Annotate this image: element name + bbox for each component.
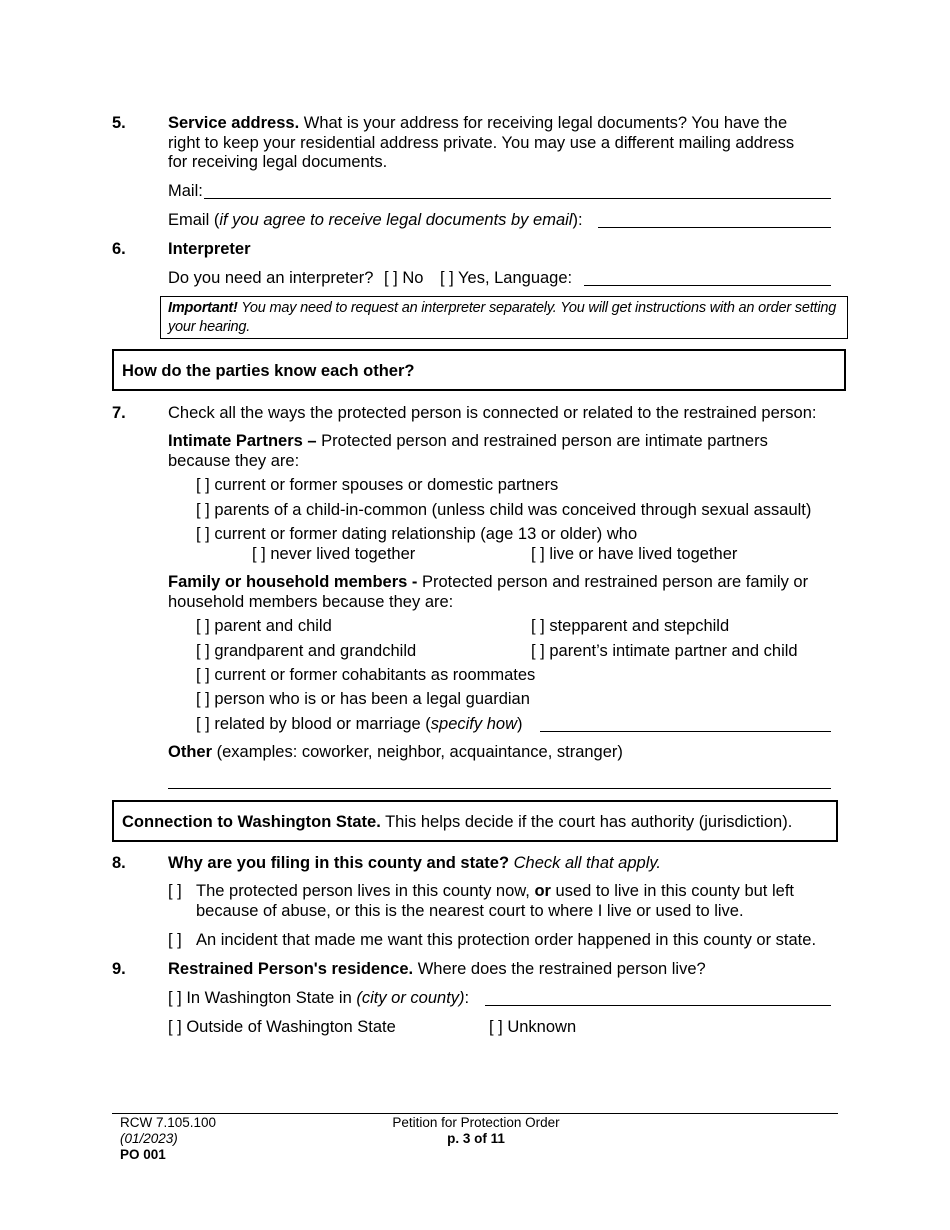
other-input-line[interactable] xyxy=(168,788,831,789)
stepparent-checkbox[interactable]: [ ] stepparent and stepchild xyxy=(531,617,730,635)
section-9-number: 9. xyxy=(112,960,126,978)
family-line1: Family or household members - Protected person and restrained person are family or xyxy=(168,573,809,591)
incident-checkbox[interactable]: [ ] xyxy=(168,931,182,949)
section-5-line1: Service address. What is your address for receiving legal documents? You have the xyxy=(168,114,788,132)
section-9-title: Restrained Person's residence. Where does the restrained person live? xyxy=(168,960,706,978)
section-8-title: Why are you filing in this county and state? Check all that apply. xyxy=(168,854,661,872)
ip-child-in-common-checkbox[interactable]: [ ] parents of a child-in-common (unless child was conceived through sexual assault) xyxy=(196,501,812,519)
never-lived-together-checkbox[interactable]: [ ] never lived together xyxy=(252,545,416,563)
interpreter-question: Do you need an interpreter? xyxy=(168,269,374,287)
footer-date: (01/2023) xyxy=(120,1131,178,1146)
other-label: Other (examples: coworker, neighbor, acquaintance, stranger) xyxy=(168,743,623,761)
section-5-line2: right to keep your residential address private. You may use a different mailing address xyxy=(168,134,795,152)
lived-together-checkbox[interactable]: [ ] live or have lived together xyxy=(531,545,738,563)
footer-rule xyxy=(112,1113,838,1114)
parent-child-checkbox[interactable]: [ ] parent and child xyxy=(196,617,332,635)
footer-page-number: p. 3 of 11 xyxy=(447,1131,505,1146)
washington-heading: Connection to Washington State. This helps decide if the court has authority (jurisdiction). xyxy=(122,813,793,831)
important-note: Important! You may need to request an interpreter separately. You will get instructions with an order setting your hearing. xyxy=(160,296,848,339)
email-input-line[interactable] xyxy=(598,227,831,228)
incident-text: An incident that made me want this protection order happened in this county or state. xyxy=(196,931,817,949)
lives-in-county-line2: because of abuse, or this is the nearest court to where I live or used to live. xyxy=(196,902,744,920)
section-6-title: Interpreter xyxy=(168,240,251,258)
footer-title: Petition for Protection Order xyxy=(392,1115,560,1130)
mail-label: Mail: xyxy=(168,182,203,200)
mail-input-line[interactable] xyxy=(204,198,831,199)
email-label: Email (if you agree to receive legal documents by email): xyxy=(168,211,583,229)
washington-heading-box xyxy=(112,800,838,842)
interpreter-yes-checkbox[interactable]: [ ] Yes, Language: xyxy=(440,269,573,287)
footer-rcw: RCW 7.105.100 xyxy=(120,1115,217,1130)
cohabitants-checkbox[interactable]: [ ] current or former cohabitants as roommates xyxy=(196,666,536,684)
interpreter-no-checkbox[interactable]: [ ] No xyxy=(384,269,424,287)
blood-marriage-checkbox[interactable]: [ ] related by blood or marriage (specify how) xyxy=(196,715,523,733)
grandparent-checkbox[interactable]: [ ] grandparent and grandchild xyxy=(196,642,417,660)
unknown-checkbox[interactable]: [ ] Unknown xyxy=(489,1018,577,1036)
language-input-line[interactable] xyxy=(584,285,831,286)
in-washington-checkbox[interactable]: [ ] In Washington State in (city or county): xyxy=(168,989,470,1007)
parties-heading: How do the parties know each other? xyxy=(122,362,415,380)
city-county-input-line[interactable] xyxy=(485,1005,831,1006)
intimate-partner-child-checkbox[interactable]: [ ] parent’s intimate partner and child xyxy=(531,642,798,660)
footer-form-number: PO 001 xyxy=(120,1147,166,1162)
section-8-number: 8. xyxy=(112,854,126,872)
parties-heading-box xyxy=(112,349,846,391)
section-5-number: 5. xyxy=(112,114,126,132)
section-7-intro: Check all the ways the protected person is connected or related to the restrained person: xyxy=(168,404,817,422)
ip-dating-checkbox[interactable]: [ ] current or former dating relationship (age 13 or older) who xyxy=(196,525,638,543)
lives-in-county-line1: The protected person lives in this county now, or used to live in this county but left xyxy=(196,882,794,900)
lives-in-county-checkbox[interactable]: [ ] xyxy=(168,882,182,900)
section-6-number: 6. xyxy=(112,240,126,258)
family-line2: household members because they are: xyxy=(168,593,454,611)
legal-guardian-checkbox[interactable]: [ ] person who is or has been a legal guardian xyxy=(196,690,530,708)
ip-spouses-checkbox[interactable]: [ ] current or former spouses or domestic partners xyxy=(196,476,559,494)
intimate-partners-line2: because they are: xyxy=(168,452,300,470)
intimate-partners-line1: Intimate Partners – Protected person and restrained person are intimate partners xyxy=(168,432,768,450)
section-7-number: 7. xyxy=(112,404,126,422)
outside-washington-checkbox[interactable]: [ ] Outside of Washington State xyxy=(168,1018,396,1036)
section-5-line3: for receiving legal documents. xyxy=(168,153,388,171)
blood-specify-line[interactable] xyxy=(540,731,831,732)
